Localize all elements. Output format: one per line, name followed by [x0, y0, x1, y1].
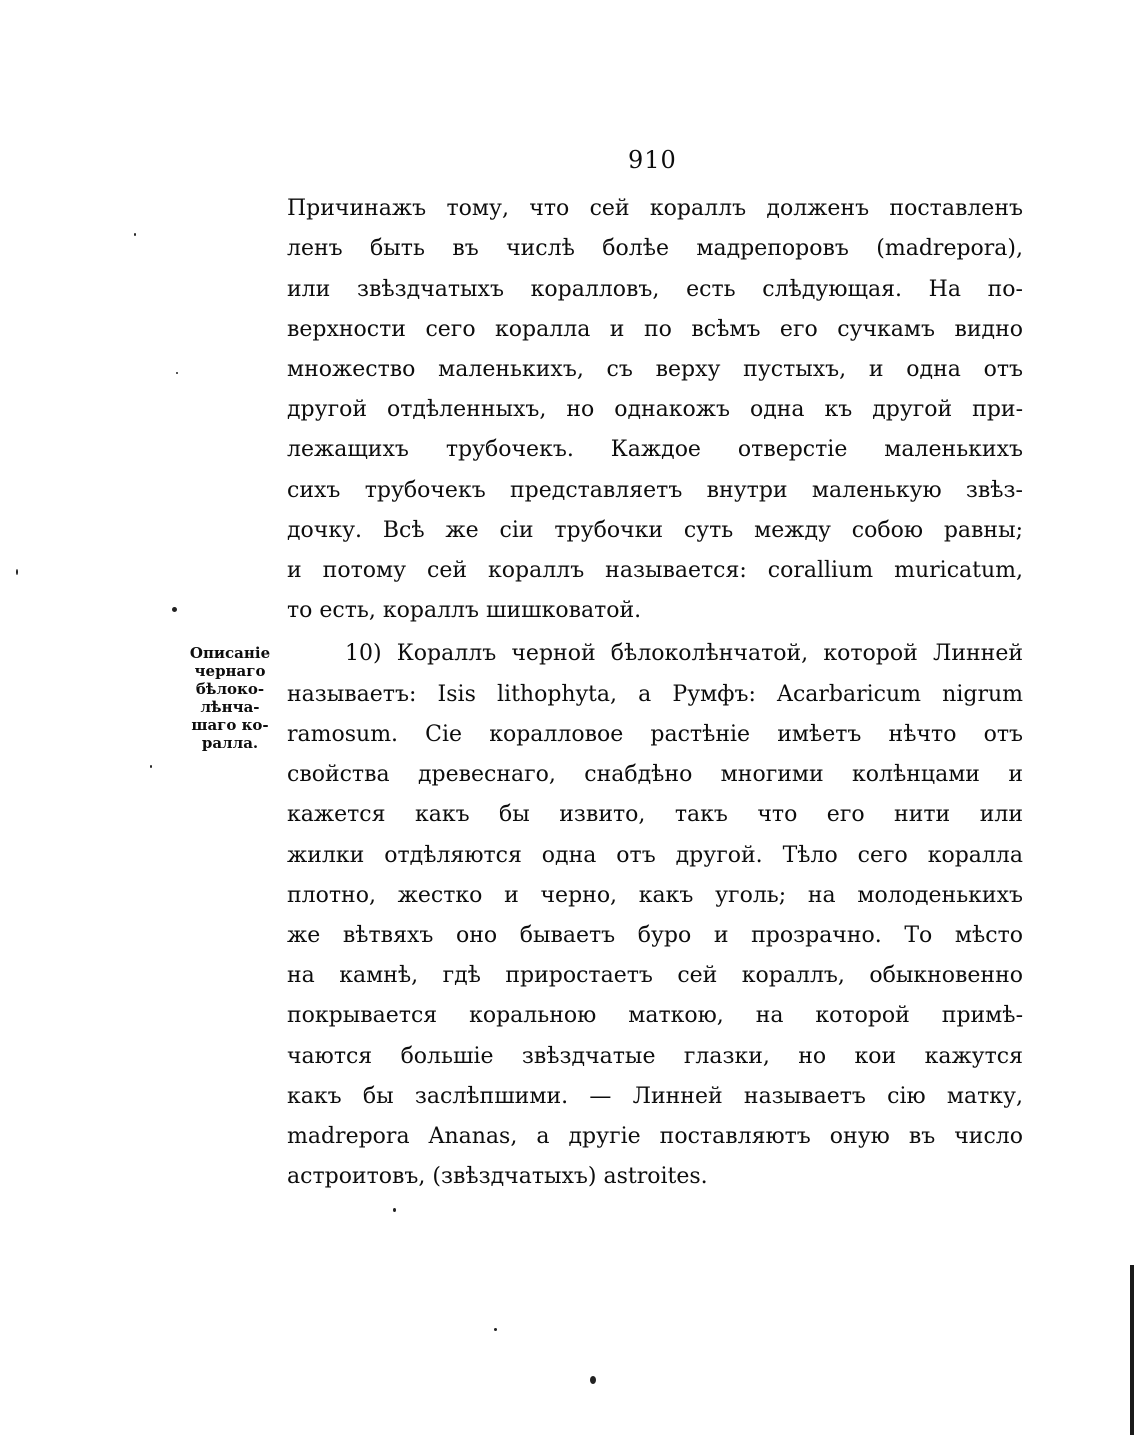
margin-note-line: бѣлоко- [195, 680, 265, 698]
text-line: и потому сей кораллъ называется: corallium muricatum, [287, 558, 1023, 583]
text-line: свойства древеснаго, снабдѣно многими колѣнцами и [287, 762, 1023, 787]
margin-note-line: Описаніе [189, 644, 271, 662]
text-line: сихъ трубочекъ представляетъ внутри маленькую звѣз- [287, 478, 1023, 503]
page-number: 910 [628, 146, 677, 174]
margin-note-line: лѣнча- [200, 698, 260, 716]
scan-speck [393, 1208, 396, 1212]
text-line: астроитовъ, (звѣздчатыхъ) astroites. [287, 1164, 708, 1189]
text-line: называетъ: Isis lithophyta, а Румфъ: Acarbaricum nigrum [287, 682, 1023, 707]
text-line: плотно, жестко и черно, какъ уголь; на молоденькихъ [287, 883, 1023, 908]
scan-speck [150, 765, 152, 768]
scan-speck [590, 1376, 596, 1384]
text-line: множество маленькихъ, съ верху пустыхъ, и одна отъ [287, 357, 1023, 382]
text-line: ramosum. Сіе коралловое растѣніе имѣетъ нѣчто отъ [287, 722, 1023, 747]
page-edge-rule [1130, 1265, 1134, 1435]
text-line: жилки отдѣляются одна отъ другой. Тѣло сего коралла [287, 843, 1023, 868]
text-line: чаются большіе звѣздчатые глазки, но кои кажутся [287, 1044, 1023, 1069]
scan-speck [494, 1328, 497, 1331]
text-line: другой отдѣленныхъ, но однакожъ одна къ другой при- [287, 397, 1023, 422]
margin-note-line: ралла. [201, 734, 259, 752]
scan-speck [176, 372, 178, 374]
margin-note-line: чернаго [194, 662, 266, 680]
text-line: ленъ быть въ числѣ болѣе мадрепоровъ (madrepora), [287, 236, 1023, 261]
text-line: какъ бы заслѣпшими. — Линней называетъ сію матку, [287, 1084, 1023, 1109]
text-line: то есть, кораллъ шишковатой. [287, 598, 642, 623]
scan-speck [134, 233, 136, 236]
scan-speck [16, 569, 18, 575]
text-line: Причинажъ тому, что сей кораллъ долженъ поставленъ [287, 196, 1023, 221]
text-line: кажется какъ бы извито, такъ что его нити или [287, 802, 1023, 827]
text-line: верхности сего коралла и по всѣмъ его сучкамъ видно [287, 317, 1023, 342]
margin-note-line: шаго ко- [191, 716, 269, 734]
scan-speck [172, 607, 177, 612]
text-line: на камнѣ, гдѣ приростаетъ сей кораллъ, обыкновенно [287, 963, 1023, 988]
text-line: 10) Кораллъ черной бѣлоколѣнчатой, которой Линней [345, 641, 1023, 666]
text-line: же вѣтвяхъ оно бываетъ буро и прозрачно. То мѣсто [287, 923, 1023, 948]
text-line: покрывается коральною маткою, на которой примѣ- [287, 1003, 1023, 1028]
text-line: или звѣздчатыхъ коралловъ, есть слѣдующая. На по- [287, 277, 1023, 302]
margin-note [180, 644, 280, 752]
text-line: madrepora Ananas, а другіе поставляютъ оную въ число [287, 1124, 1023, 1149]
text-line: лежащихъ трубочекъ. Каждое отверстіе маленькихъ [287, 437, 1023, 462]
text-line: дочку. Всѣ же сіи трубочки суть между собою равны; [287, 518, 1023, 543]
